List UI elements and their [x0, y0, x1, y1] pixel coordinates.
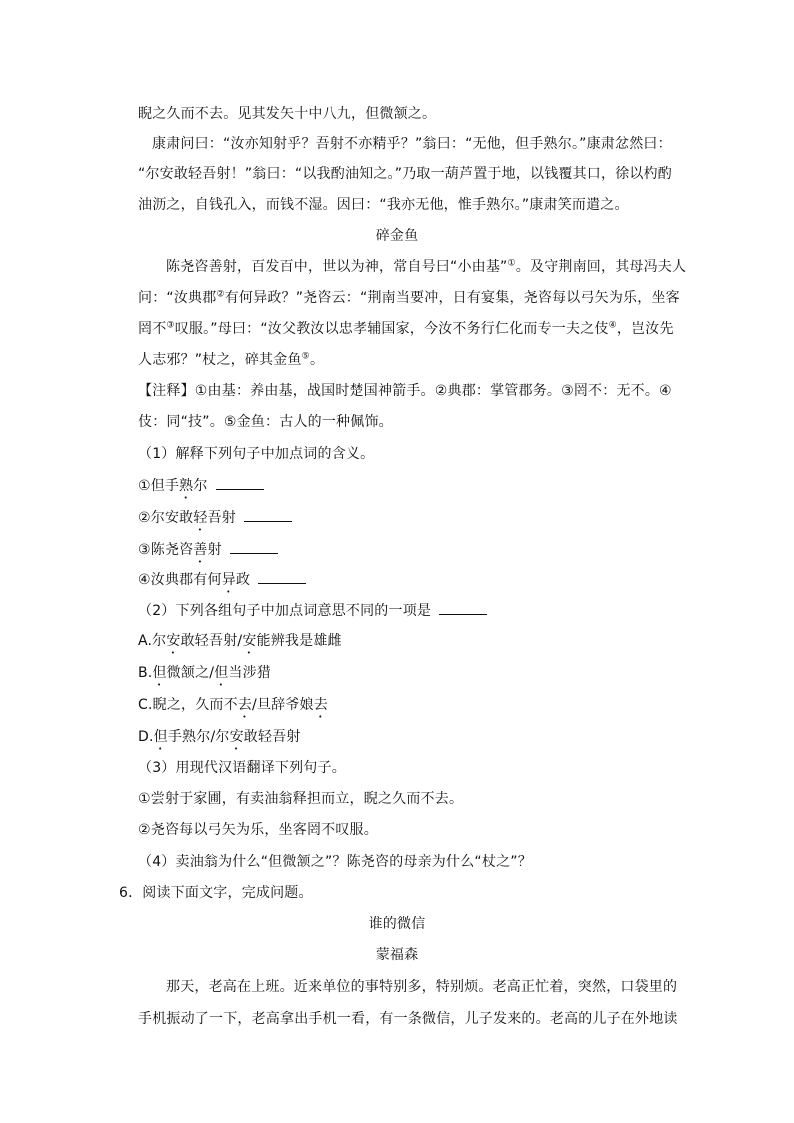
- text-run: 人志邪？”杖之，碎其金鱼: [138, 352, 302, 368]
- question-prompt: （4）卖油翁为什么“但微颔之”？陈尧咨的母亲为什么“杖之”？: [138, 854, 532, 870]
- text-run: 能辨我是雄雌: [256, 633, 342, 649]
- text-run: 射: [207, 542, 222, 558]
- question-number-6: 6．阅读下面文字，完成问题。: [119, 885, 313, 901]
- text-run: 吾射: [207, 510, 236, 526]
- dotted-word: 安: [166, 633, 181, 649]
- footnote-mark: ③: [166, 320, 175, 331]
- answer-blank[interactable]: [216, 475, 264, 490]
- question-prompt: （1）解释下列句子中加点词的含义。: [138, 446, 375, 462]
- dotted-word: 安: [229, 729, 244, 745]
- dotted-word: 安: [242, 633, 257, 649]
- q1-item: [138, 569, 306, 596]
- text-run: ②尔安敢: [138, 510, 194, 526]
- passage-line: 康肃问曰：“汝亦知射乎？吾射不亦精乎？”翁曰：“无他，但手熟尔。”康肃忿然曰：: [152, 136, 672, 152]
- text-run: ，岂汝先: [616, 321, 674, 337]
- footnote-mark: ②: [216, 289, 225, 300]
- q2-option-c: [138, 695, 328, 721]
- text-run: 罔不: [138, 321, 167, 337]
- q1-item: [138, 507, 292, 534]
- notes-line: 【注释】①由基：养由基，战国时楚国神箭手。②典郡：掌管郡务。③罔不：无不。④: [138, 383, 672, 399]
- story-title: 谁的微信: [368, 916, 426, 932]
- question-prompt: [138, 600, 487, 621]
- text-run: B.: [138, 665, 153, 681]
- section-title: 碎金鱼: [375, 228, 419, 244]
- text-run: C.睨之，久而不: [138, 697, 238, 713]
- text-run: 。及守荆南回，其母冯夫人: [515, 259, 687, 275]
- answer-blank[interactable]: [230, 539, 278, 554]
- story-line: 那天，老高在上班。近来单位的事特别多，特别烦。老高正忙着，突然，口袋里的: [166, 979, 678, 995]
- q2-option-d: [138, 727, 301, 753]
- footnote-mark: ①: [507, 258, 516, 269]
- footnote-mark: ⑤: [301, 351, 310, 362]
- text-run: ③陈尧咨: [138, 542, 194, 558]
- dotted-word: 善: [193, 542, 208, 558]
- passage-line: [166, 257, 686, 277]
- text-run: 尔: [193, 478, 208, 494]
- text-run: 当涉猎: [228, 665, 272, 681]
- dotted-word: 去: [313, 697, 328, 713]
- passage-line: 睨之久而不去。见其发矢十中八九，但微颔之。: [138, 106, 437, 122]
- answer-blank[interactable]: [244, 507, 292, 522]
- text-run: ①但手: [138, 478, 180, 494]
- notes-line: 伎：同“技”。⑤金鱼：古人的一种佩饰。: [138, 414, 393, 430]
- passage-line: 油沥之，自钱孔入，而钱不湿。因曰：“我亦无他，惟手熟尔。”康肃笑而遣之。: [138, 197, 629, 213]
- text-run: 。: [309, 352, 325, 368]
- text-run: （2）下列各组句子中加点词意思不同的一项是: [138, 603, 432, 619]
- text-run: 敢轻吾射: [243, 729, 301, 745]
- q1-item: [138, 539, 278, 566]
- story-author: 蒙福森: [375, 947, 419, 963]
- dotted-word: 但: [152, 665, 167, 681]
- dotted-word: 去: [237, 697, 253, 713]
- text-run: D.: [138, 729, 154, 745]
- text-run: 敢轻吾射/: [180, 633, 243, 649]
- text-run: 有何异政？”尧咨云：“荆南当要冲，日有宴集，尧咨每以弓矢为乐，坐客: [224, 290, 680, 306]
- passage-line: [138, 350, 324, 370]
- dotted-word: 但: [214, 665, 229, 681]
- text-run: A.尔: [138, 633, 167, 649]
- q2-option-b: [138, 663, 271, 689]
- story-line: 手机振动了一下，老高拿出手机一看，有一条微信，儿子发来的。老高的儿子在外地读: [138, 1011, 678, 1027]
- passage-line: [138, 319, 674, 339]
- passage-line: “尔安敢轻吾射！”翁曰：“以我酌油知之。”乃取一葫芦置于地，以钱覆其口，徐以杓酌: [138, 166, 673, 182]
- dotted-word: 异: [221, 572, 236, 588]
- q3-item: ①尝射于家圃，有卖油翁释担而立，睨之久而不去。: [138, 791, 464, 807]
- text-run: /旦辞爷娘: [252, 697, 314, 713]
- footnote-mark: ④: [608, 320, 617, 331]
- q3-item: ②尧咨每以弓矢为乐，坐客罔不叹服。: [138, 822, 378, 838]
- text-run: 微颔之/: [166, 665, 215, 681]
- text-run: 手熟尔/尔: [167, 729, 230, 745]
- text-run: 陈尧咨善射，百发百中，世以为神，常自号曰“小由基”: [166, 259, 508, 275]
- q1-item: [138, 475, 264, 502]
- text-run: 问：“汝典郡: [138, 290, 217, 306]
- dotted-word: 轻: [193, 510, 208, 526]
- question-prompt: （3）用现代汉语翻译下列句子。: [138, 760, 346, 776]
- answer-blank[interactable]: [439, 600, 487, 615]
- answer-blank[interactable]: [258, 569, 306, 584]
- text-run: ④汝典郡有何: [138, 572, 222, 588]
- passage-line: [138, 288, 680, 308]
- dotted-word: 但: [153, 729, 168, 745]
- dotted-word: 熟: [179, 478, 194, 494]
- text-run: 政: [235, 572, 251, 588]
- q2-option-a: [138, 631, 342, 657]
- text-run: 叹服。”母曰：“汝父教汝以忠孝辅国家，今汝不务行仁化而专一夫之伎: [174, 321, 609, 337]
